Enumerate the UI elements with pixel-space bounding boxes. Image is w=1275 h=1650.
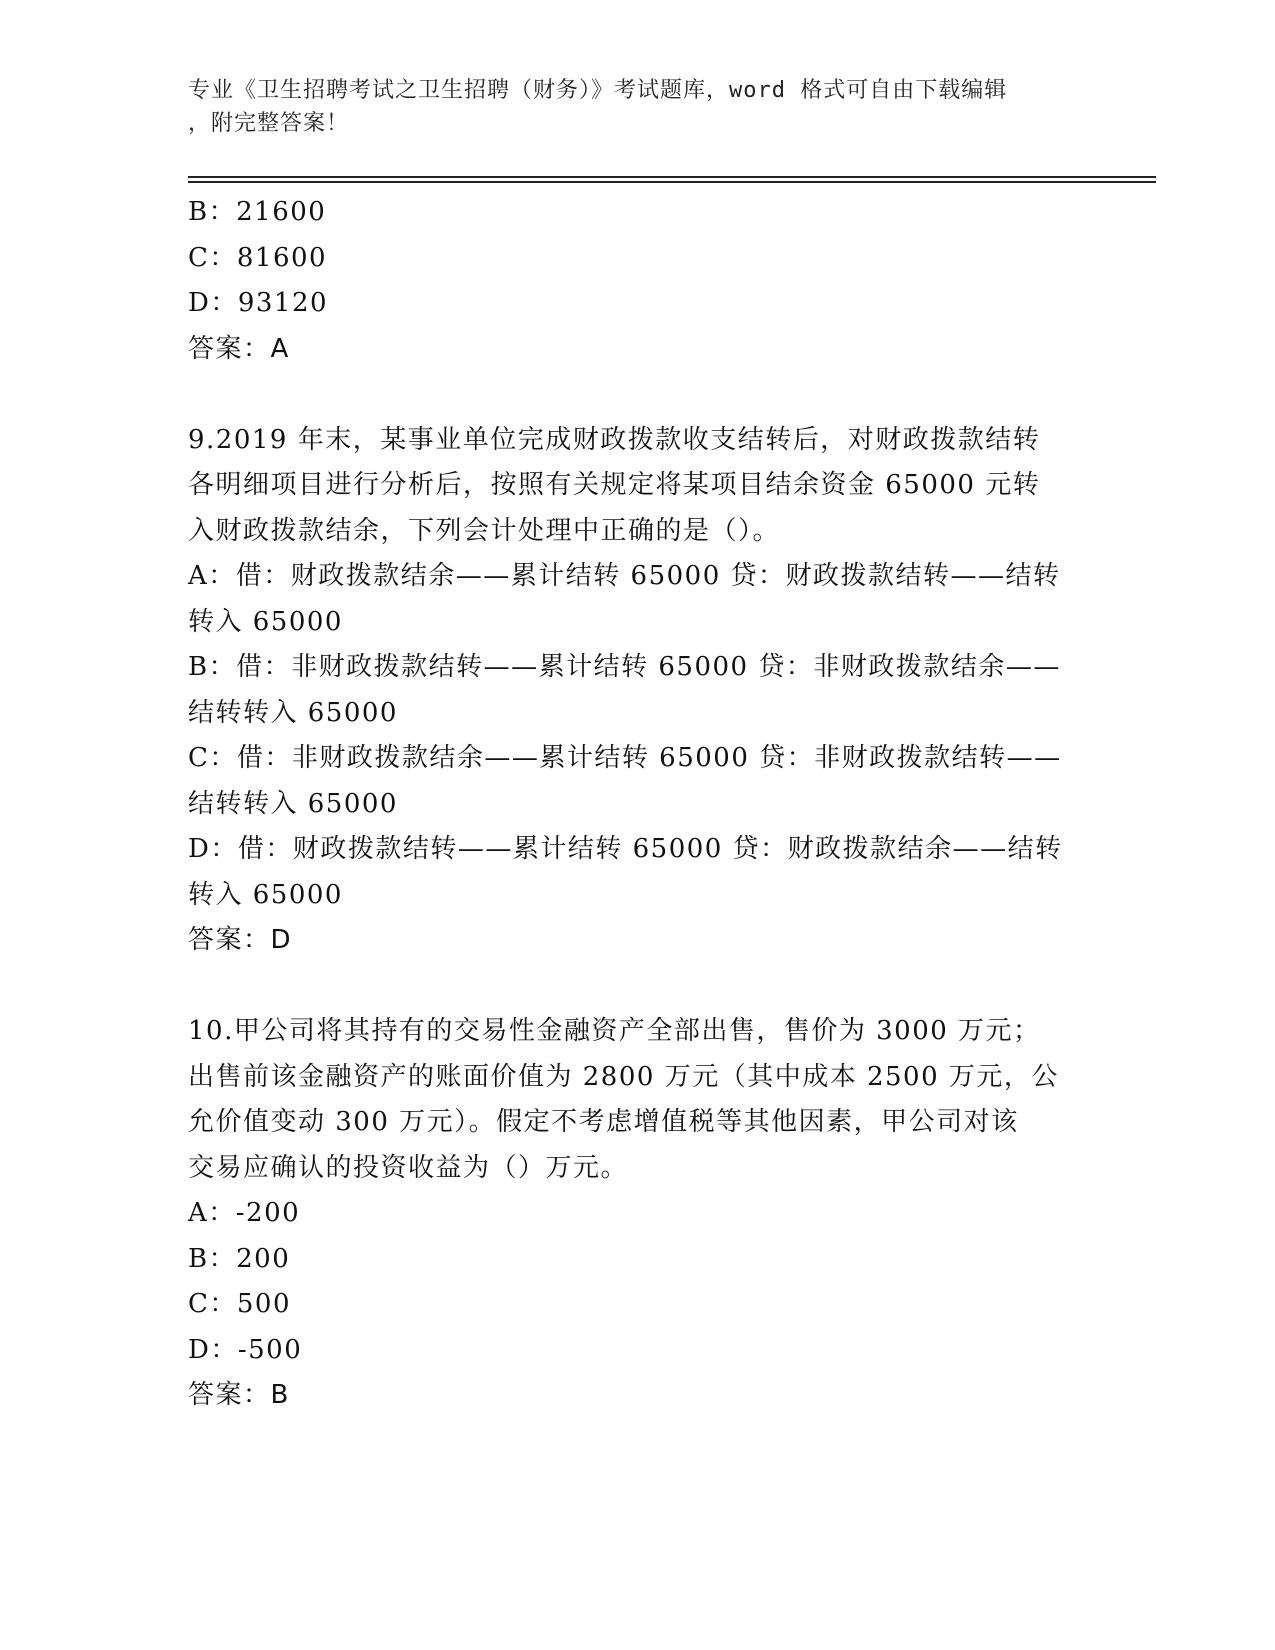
document-body <box>188 190 1088 1419</box>
spacer <box>188 964 1088 1010</box>
question-8-tail <box>188 190 1088 372</box>
header-divider-bottom <box>188 181 1156 183</box>
answer-line: 答案：B <box>188 1380 290 1410</box>
option-b: B：200 <box>188 1243 291 1274</box>
question-stem-line: 各明细项目进行分析后，按照有关规定将某项目结余资金 65000 元转 <box>188 470 1041 500</box>
option-a-continued: 转入 65000 <box>188 606 343 637</box>
option-c: C：500 <box>188 1289 292 1319</box>
question-10 <box>188 1009 1088 1419</box>
question-stem-line: 10.甲公司将其持有的交易性金融资产全部出售，售价为 3000 万元； <box>188 1016 1041 1046</box>
option-b-continued: 结转转入 65000 <box>188 697 398 728</box>
header-line-1: 专业《卫生招聘考试之卫生招聘（财务）》考试题库，word 格式可自由下载编辑 <box>188 78 1008 103</box>
question-stem-line: 9.2019 年末，某事业单位完成财政拨款收支结转后，对财政拨款结转 <box>188 424 1041 455</box>
answer-line: 答案：A <box>188 333 290 364</box>
option-a: A：借：财政拨款结余——累计结转 65000 贷：财政拨款结转——结转 <box>188 561 1061 591</box>
question-stem-line: 允价值变动 300 万元）。假定不考虑增值税等其他因素，甲公司对该 <box>188 1107 1019 1137</box>
document-header <box>188 74 1068 140</box>
header-divider-top <box>188 176 1156 178</box>
option-d: D：93120 <box>188 288 329 318</box>
answer-line: 答案：D <box>188 925 293 955</box>
option-c-continued: 结转转入 65000 <box>188 788 398 819</box>
option-b: B：21600 <box>188 197 327 227</box>
question-stem-line: 入财政拨款结余，下列会计处理中正确的是（）。 <box>188 515 781 546</box>
option-a: A：-200 <box>188 1198 301 1228</box>
option-c: C：借：非财政拨款结余——累计结转 65000 贷：非财政拨款结转—— <box>188 743 1062 773</box>
question-9 <box>188 418 1088 964</box>
option-d: D：借：财政拨款结转——累计结转 65000 贷：财政拨款结余——结转 <box>188 834 1063 864</box>
option-d-continued: 转入 65000 <box>188 879 343 910</box>
option-c: C：81600 <box>188 242 328 273</box>
option-b: B：借：非财政拨款结转——累计结转 65000 贷：非财政拨款结余—— <box>188 652 1061 682</box>
question-stem-line: 交易应确认的投资收益为（）万元。 <box>188 1152 629 1183</box>
question-stem-line: 出售前该金融资产的账面价值为 2800 万元（其中成本 2500 万元，公 <box>188 1061 1059 1092</box>
spacer <box>188 372 1088 418</box>
option-d: D：-500 <box>188 1334 303 1365</box>
header-line-2: ，附完整答案！ <box>188 111 350 136</box>
